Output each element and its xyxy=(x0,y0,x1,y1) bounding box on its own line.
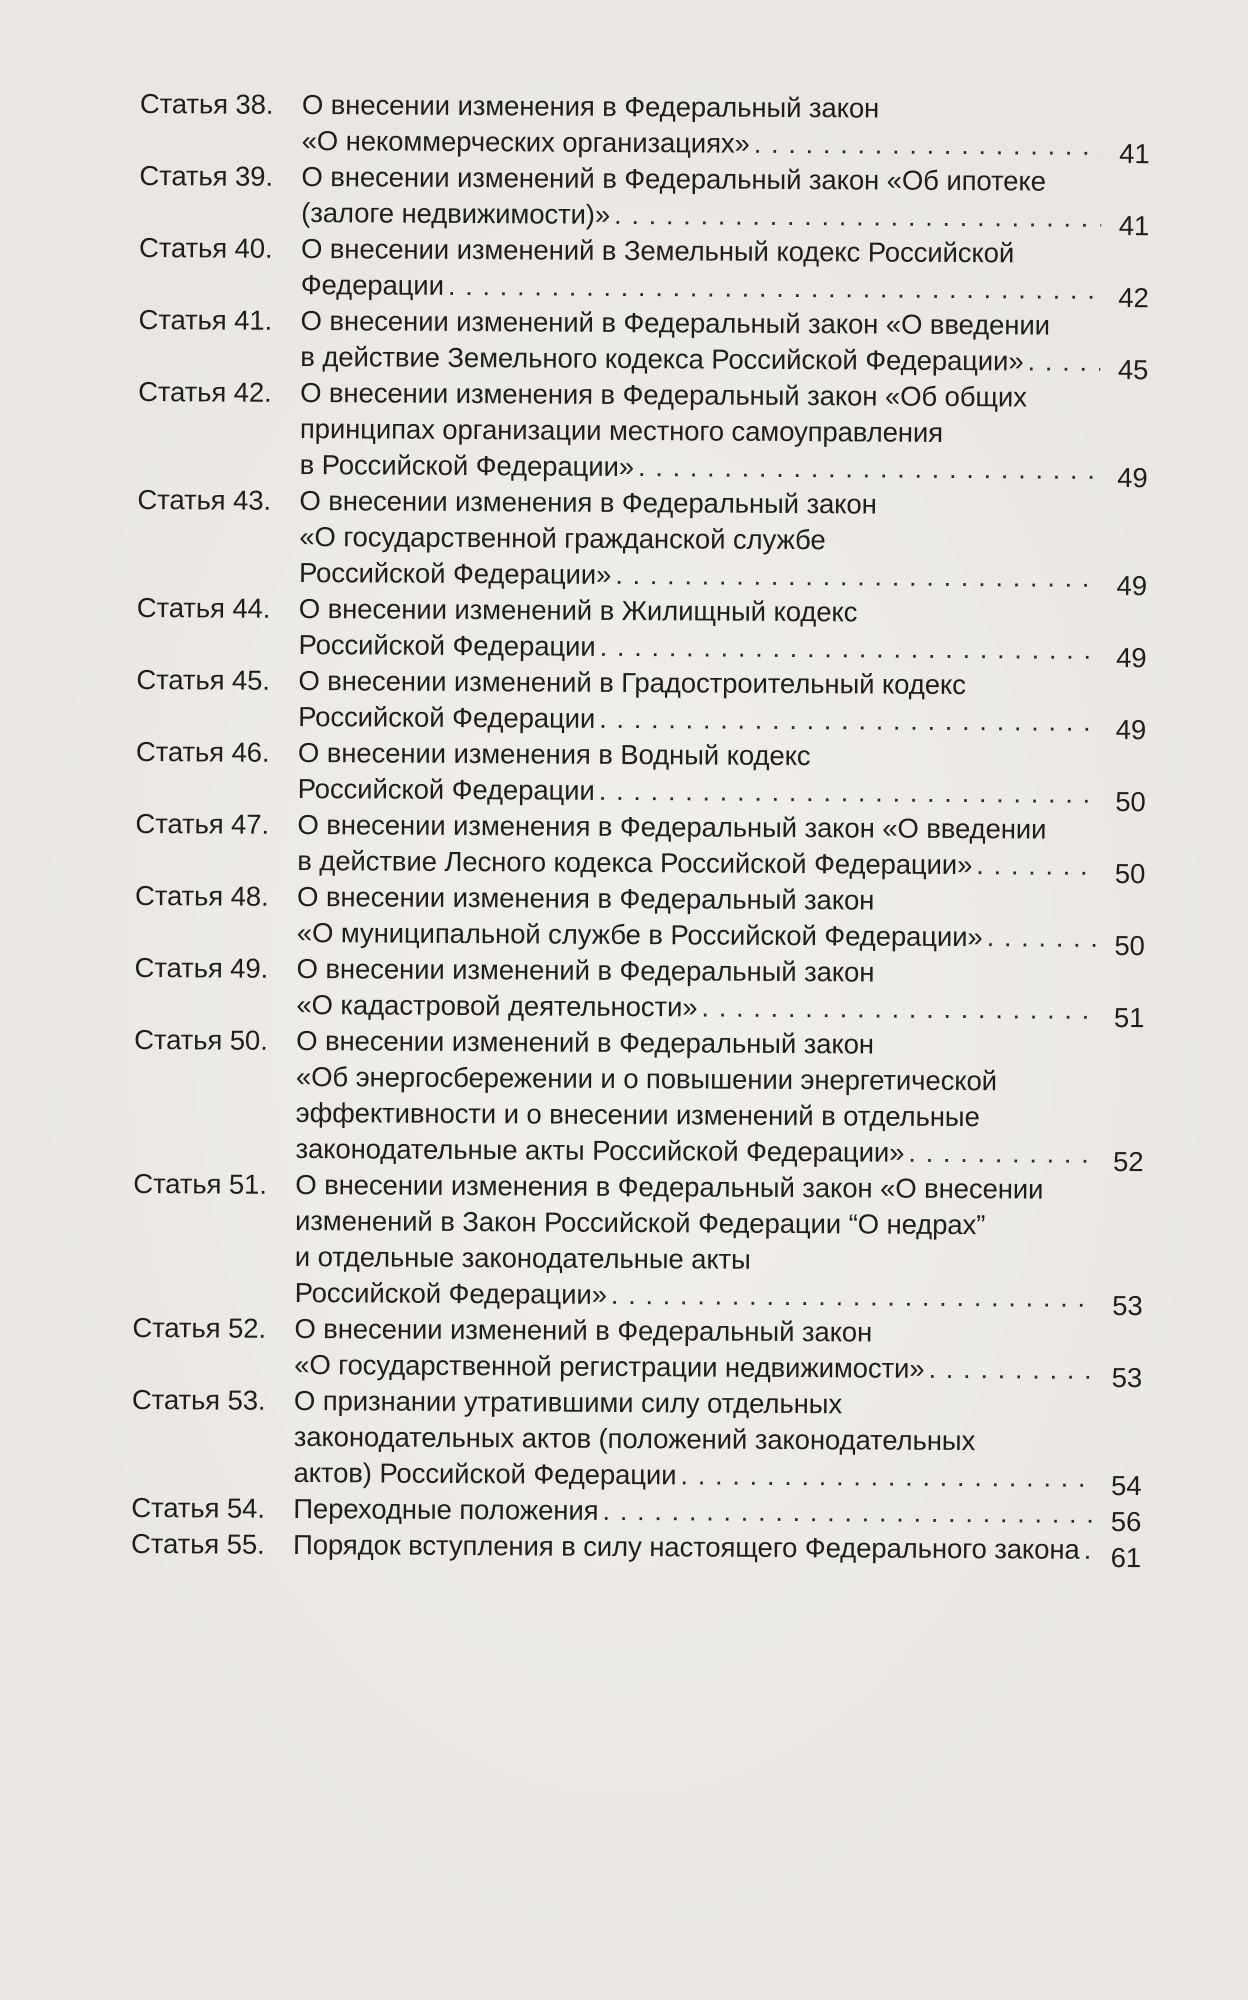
toc-entry-title-line: в действие Земельного кодекса Российской Федерации» xyxy=(300,340,1024,377)
toc-entry-label: Статья 54. xyxy=(131,1491,265,1524)
toc-entry-title-line: принципах организации местного самоуправления xyxy=(299,412,944,448)
toc-page-number: 56 xyxy=(1110,1505,1142,1538)
toc-entry xyxy=(131,1490,1142,1538)
toc-entry xyxy=(135,734,1146,818)
dot-leader xyxy=(614,197,1101,236)
toc-entry-title-line: Федерации xyxy=(300,268,444,301)
toc-entry xyxy=(133,1022,1144,1178)
toc-page-number: 51 xyxy=(1113,1001,1145,1034)
toc-page-number: 49 xyxy=(1117,461,1148,494)
toc-entry-title-line: О внесении изменения в Федеральный закон xyxy=(299,484,877,520)
toc-page-number: 50 xyxy=(1114,857,1146,890)
toc-entry xyxy=(136,590,1147,674)
toc-entry xyxy=(135,806,1146,890)
toc-page-number: 53 xyxy=(1111,1361,1143,1394)
toc-entry-title xyxy=(298,483,1148,602)
toc-entry-title-line: О внесении изменений в Федеральный закон xyxy=(294,1312,873,1348)
toc-entry-last-line xyxy=(296,987,1145,1034)
toc-entry-title xyxy=(294,1311,1143,1394)
dot-leader xyxy=(754,126,1102,164)
toc-entry-title xyxy=(300,303,1149,386)
toc-entry-label: Статья 53. xyxy=(131,1383,266,1416)
toc-entry-title-line: Порядок вступления в силу настоящего Федерального закона xyxy=(292,1528,1080,1565)
toc-entry xyxy=(131,1526,1142,1574)
toc-entry-title-line: законодательных актов (положений законодательных xyxy=(293,1420,976,1457)
dot-leader xyxy=(602,1493,1093,1532)
toc-entry-title-line: «О государственной регистрации недвижимости» xyxy=(294,1348,925,1384)
dot-leader xyxy=(638,449,1100,488)
toc-entry-title xyxy=(301,159,1150,242)
toc-entry-last-line xyxy=(292,1527,1142,1574)
toc-entry-label: Статья 38. xyxy=(139,87,274,120)
toc-entry xyxy=(132,1310,1143,1394)
toc-entry-title-line: Российской Федерации xyxy=(298,628,596,662)
toc-entry-title xyxy=(294,1167,1144,1322)
toc-entry-title-line: (залоге недвижимости)» xyxy=(301,196,611,230)
toc-entry-title-line: О внесении изменения в Водный кодекс xyxy=(297,736,811,772)
dot-leader xyxy=(600,629,1099,668)
toc-entry-last-line xyxy=(298,555,1148,602)
toc-entry-label: Статья 49. xyxy=(134,951,269,984)
toc-entry-label: Статья 52. xyxy=(132,1311,267,1344)
toc-entry-title-line: в Российской Федерации» xyxy=(299,448,635,483)
dot-leader xyxy=(599,773,1098,812)
toc-entry-last-line xyxy=(299,447,1148,494)
toc-entry-title-line: Российской Федерации» xyxy=(294,1276,607,1310)
toc-page-number: 45 xyxy=(1117,353,1149,386)
toc-entry-title xyxy=(296,879,1145,962)
dot-leader xyxy=(448,268,1101,308)
toc-entry-label: Статья 48. xyxy=(134,879,269,912)
toc-page-number: 49 xyxy=(1116,569,1148,602)
toc-entry-label: Статья 43. xyxy=(137,483,272,516)
toc-entry-title xyxy=(293,1491,1142,1538)
toc-entry-title-line: О внесении изменений в Федеральный закон xyxy=(296,1024,875,1060)
toc-entry xyxy=(138,302,1149,386)
toc-entry-title xyxy=(297,807,1146,890)
dot-leader xyxy=(976,847,1097,884)
toc-page-number: 49 xyxy=(1116,641,1147,674)
toc-page-number: 50 xyxy=(1115,785,1146,818)
toc-entry xyxy=(136,662,1147,746)
toc-entry-title-line: изменений в Закон Российской Федерации “О недрах” xyxy=(294,1204,986,1241)
toc-entry-title-line: О внесении изменений в Градостроительный кодекс xyxy=(298,664,966,701)
toc-entry-title-line: Российской Федерации xyxy=(298,700,596,734)
toc-entry-title xyxy=(298,591,1147,674)
toc-page-number: 52 xyxy=(1112,1145,1144,1178)
toc-entry-label: Статья 55. xyxy=(131,1527,265,1560)
toc-entry-title xyxy=(295,1023,1144,1178)
toc-entry xyxy=(133,1166,1144,1322)
toc-page-number: 50 xyxy=(1114,929,1145,962)
toc-entry-title-line: «О государственной гражданской службе xyxy=(299,520,826,556)
toc-entry-title-line: эффективности и о внесении изменений в отдельные xyxy=(295,1096,980,1133)
toc-page-number: 49 xyxy=(1115,713,1147,746)
toc-page-number: 41 xyxy=(1119,137,1150,170)
toc-entry-title-line: актов) Российской Федерации xyxy=(293,1456,677,1491)
toc-entry-title xyxy=(293,1383,1142,1502)
toc-entry-title-line: «Об энергосбережении и о повышении энергетической xyxy=(295,1060,998,1097)
dot-leader xyxy=(908,1135,1095,1172)
toc-entry-title-line: законодательные акты Российской Федерации» xyxy=(295,1132,905,1168)
toc-entry-title-line: О внесении изменений в Земельный кодекс Российской xyxy=(300,232,1015,269)
toc-entry-last-line xyxy=(300,267,1149,314)
toc-entry-title xyxy=(301,87,1150,170)
toc-entry-title-line: и отдельные законодательные акты xyxy=(294,1240,751,1275)
toc-entry-title-line: «О некоммерческих организациях» xyxy=(301,124,750,159)
toc-entry-last-line xyxy=(294,1275,1143,1322)
toc-entry xyxy=(139,86,1150,170)
toc-entry-title xyxy=(292,1527,1142,1574)
dot-leader xyxy=(987,919,1097,956)
toc-entry-last-line xyxy=(293,1455,1142,1502)
toc-entry-label: Статья 41. xyxy=(138,303,273,336)
toc-entry-last-line xyxy=(297,843,1146,890)
toc-entry-last-line xyxy=(300,339,1149,386)
toc-page-number: 61 xyxy=(1110,1541,1142,1574)
toc-entry-title xyxy=(298,663,1147,746)
toc-entry-title-line: «О кадастровой деятельности» xyxy=(296,988,698,1023)
toc-page-number: 53 xyxy=(1112,1289,1143,1322)
toc-entry xyxy=(137,482,1148,602)
toc-entry-label: Статья 50. xyxy=(134,1023,268,1056)
toc-entry-label: Статья 42. xyxy=(138,375,272,408)
toc-entry-last-line xyxy=(293,1491,1142,1538)
toc-entry-label: Статья 46. xyxy=(135,735,270,768)
toc-entry-title-line: О внесении изменения в Федеральный закон «О внесении xyxy=(295,1168,1044,1205)
toc-entry-title-line: Российской Федерации» xyxy=(298,556,612,590)
dot-leader xyxy=(928,1351,1094,1388)
toc-entry-label: Статья 51. xyxy=(133,1167,267,1200)
toc-entry-title xyxy=(296,951,1145,1034)
toc-entry-label: Статья 44. xyxy=(136,591,271,624)
dot-leader xyxy=(1027,343,1100,379)
toc-entry-label: Статья 40. xyxy=(138,231,273,264)
toc-entry-title xyxy=(300,231,1149,314)
toc-page-number: 54 xyxy=(1110,1469,1142,1502)
toc-entry-title-line: Переходные положения xyxy=(293,1492,599,1526)
toc-entry-title-line: О внесении изменений в Федеральный закон xyxy=(296,952,875,988)
toc-entry-label: Статья 47. xyxy=(135,807,270,840)
dot-leader xyxy=(615,557,1099,596)
toc-entry-title-line: О внесении изменений в Жилищный кодекс xyxy=(298,592,858,628)
toc-entry-last-line xyxy=(297,771,1146,818)
toc-entry-title-line: в действие Лесного кодекса Российской Федерации» xyxy=(297,844,973,881)
toc-entry-last-line xyxy=(298,627,1147,674)
toc-entry-last-line xyxy=(298,699,1147,746)
toc-page-number: 41 xyxy=(1118,209,1150,242)
toc-entry-label: Статья 39. xyxy=(139,159,274,192)
toc-entry-last-line xyxy=(301,123,1150,170)
toc-page-number: 42 xyxy=(1118,281,1149,314)
toc-entry xyxy=(131,1382,1142,1502)
toc-entry-title-line: Российской Федерации xyxy=(297,772,595,806)
toc-entry-last-line xyxy=(294,1347,1143,1394)
dot-leader xyxy=(680,1457,1093,1496)
dot-leader xyxy=(1084,1532,1094,1568)
toc-entry-label: Статья 45. xyxy=(136,663,270,696)
toc-entry xyxy=(134,950,1145,1034)
toc-entry-title-line: О внесении изменения в Федеральный закон «О введении xyxy=(297,808,1047,845)
toc-entry-title-line: О внесении изменения в Федеральный закон xyxy=(301,88,880,124)
toc-entry-title-line: «О муниципальной службе в Российской Федерации» xyxy=(296,916,983,953)
toc-entry-title-line: О внесении изменений в Федеральный закон «Об ипотеке xyxy=(301,160,1046,197)
toc-entry-title-line: О признании утратившими силу отдельных xyxy=(293,1384,843,1420)
toc-entry xyxy=(138,230,1149,314)
toc-entry-last-line xyxy=(296,915,1145,962)
toc-entry-last-line xyxy=(301,195,1150,242)
dot-leader xyxy=(701,989,1096,1027)
toc-entry-title-line: О внесении изменения в Федеральный закон «Об общих xyxy=(300,376,1027,413)
toc-entry-title xyxy=(297,735,1146,818)
table-of-contents xyxy=(131,86,1150,1574)
dot-leader xyxy=(599,701,1098,740)
toc-entry-title-line: О внесении изменения в Федеральный закон xyxy=(296,880,875,916)
toc-entry-last-line xyxy=(295,1131,1144,1178)
toc-entry xyxy=(139,158,1150,242)
dot-leader xyxy=(611,1277,1095,1316)
toc-entry xyxy=(138,374,1149,494)
toc-entry-title-line: О внесении изменений в Федеральный закон «О введении xyxy=(300,304,1051,341)
toc-entry-title xyxy=(299,375,1149,494)
toc-entry xyxy=(134,878,1145,962)
